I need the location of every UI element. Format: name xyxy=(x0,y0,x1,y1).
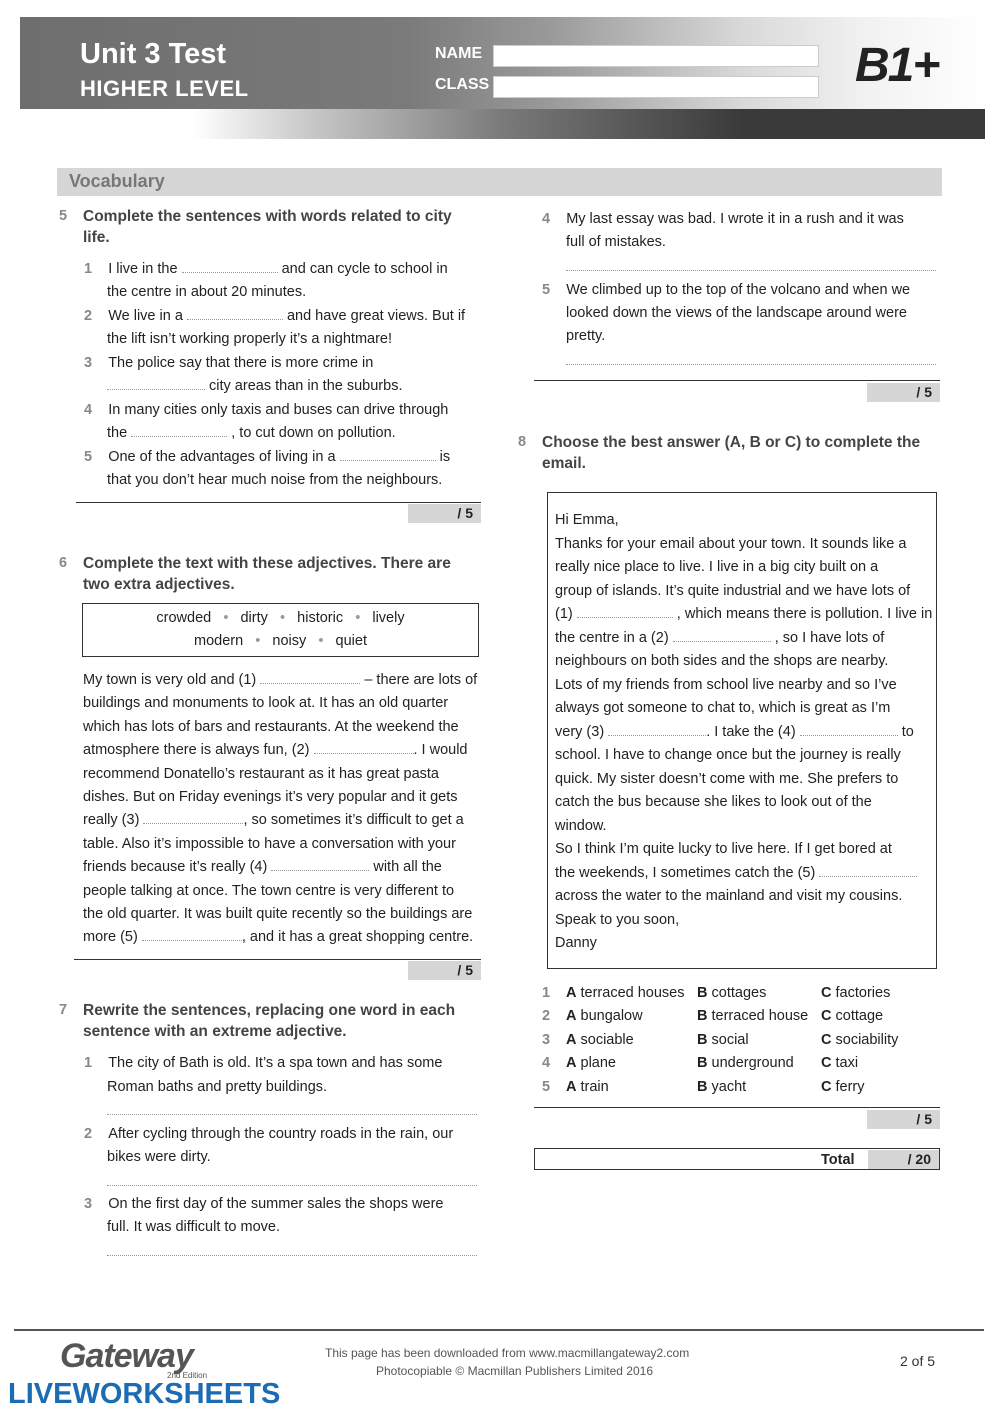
answer-blank[interactable] xyxy=(800,724,898,736)
list-item-cont: city areas than in the suburbs. xyxy=(107,375,402,399)
list-item: 5 One of the advantages of living in a is xyxy=(84,449,451,465)
answer-blank[interactable] xyxy=(608,724,706,736)
divider xyxy=(76,502,481,503)
answer-line[interactable] xyxy=(107,1185,477,1186)
option-b[interactable]: B yacht xyxy=(697,1078,747,1095)
download-note: This page has been downloaded from www.macmillangateway2.com xyxy=(325,1346,690,1360)
divider xyxy=(74,959,481,960)
answer-blank[interactable] xyxy=(143,812,243,824)
answer-blank[interactable] xyxy=(260,672,360,684)
option-a[interactable]: A sociable xyxy=(566,1031,634,1048)
level-badge: B1+ xyxy=(855,39,939,92)
list-item-cont: that you don’t hear much noise from the neighbours. xyxy=(107,472,443,488)
answer-line[interactable] xyxy=(566,270,936,271)
option-b[interactable]: B underground xyxy=(697,1055,794,1072)
option-row: 1 A terraced houses B cottages C factories xyxy=(542,981,898,1005)
watermark: LIVEWORKSHEETS xyxy=(8,1378,281,1410)
answer-blank[interactable] xyxy=(340,449,436,461)
email-text: Hi Emma, Thanks for your email about your town. It sounds like a really nice place to live. I live in a big city built on a group of islands. It’s quite industrial and we have lots of (1) , which means there is pollution. I live in the centre in a (2) , so I have lots of neighbours on both sides and the shops are nearby. Lots of my friends from school live nearby and so I’ve always got someone to chat to, which is great as I’m very (3) . I take the (4) to school. I have to change once but the journey is really quick. My sister doesn’t come with me. She prefers to catch the bus because she likes to look out of the window. So I think I’m quite lucky to live here. If I get bored at the weekends, I sometimes catch the (5) across the water to the mainland and visit my cousins. Speak to you soon, Danny xyxy=(555,512,933,951)
question-number: 7 xyxy=(59,1002,68,1018)
answer-blank[interactable] xyxy=(142,929,242,941)
answer-blank[interactable] xyxy=(673,630,771,642)
copyright-note: Photocopiable © Macmillan Publishers Limited 2016 xyxy=(376,1364,653,1378)
name-label: NAME xyxy=(435,45,483,62)
option-c[interactable]: C factories xyxy=(821,984,891,1001)
email-box xyxy=(547,492,937,969)
score-box: / 5 xyxy=(408,961,481,980)
option-a[interactable]: A bungalow xyxy=(566,1008,643,1025)
list-item: 3 On the first day of the summer sales the shops were xyxy=(84,1196,444,1212)
answer-blank[interactable] xyxy=(819,865,917,877)
option-c[interactable]: C ferry xyxy=(821,1078,865,1095)
list-item: 3 The police say that there is more crime in xyxy=(84,355,374,371)
total-box xyxy=(534,1148,940,1170)
level-label: HIGHER LEVEL xyxy=(80,76,249,101)
score-box: / 5 xyxy=(408,504,481,523)
answer-blank[interactable] xyxy=(182,261,278,273)
question-number: 8 xyxy=(518,434,527,450)
question-instruction: Choose the best answer (A, B or C) to complete the email. xyxy=(542,434,921,472)
footer-divider xyxy=(14,1329,984,1331)
cloze-text: My town is very old and (1) – there are lots of buildings and monuments to look at. It has an old quarter which has lots of bars and restaurants. At the weekend the atmosphere there is always fun, (2) . I would recommend Donatello’s restaurant as it has great pasta dishes. But on Friday evenings it’s very popular and it gets really (3) , so sometimes it’s difficult to get a table. Also it’s impossible to have a conversation with your friends because it’s really (4) with all the people talking at once. The town centre is very different to the old quarter. It was built quite recently so the buildings are more (5) , and it has a great shopping centre. xyxy=(83,672,478,946)
option-a[interactable]: A plane xyxy=(566,1055,616,1072)
list-item-cont: full. It was difficult to move. xyxy=(107,1219,280,1235)
answer-blank[interactable] xyxy=(131,425,227,437)
list-item-cont: the , to cut down on pollution. xyxy=(107,425,396,441)
list-item: 2 After cycling through the country roads in the rain, our xyxy=(84,1126,454,1142)
options-table xyxy=(542,981,898,1099)
list-item: 5 We climbed up to the top of the volcano and when we xyxy=(542,282,911,298)
list-item: 1 The city of Bath is old. It’s a spa town and has some xyxy=(84,1055,443,1071)
option-b[interactable]: B social xyxy=(697,1031,749,1048)
question-instruction: Rewrite the sentences, replacing one word in each sentence with an extreme adjective. xyxy=(83,1002,456,1040)
question-instruction: Complete the sentences with words related to city life. xyxy=(83,208,452,246)
list-item: 4 My last essay was bad. I wrote it in a rush and it was xyxy=(542,211,904,227)
page-number: 2 of 5 xyxy=(900,1353,936,1369)
option-row: 3 A sociable B social C sociability xyxy=(542,1028,898,1052)
word-row: crowded • dirty • historic • lively xyxy=(156,610,405,626)
score-box: / 5 xyxy=(867,1110,940,1129)
list-item-cont: the lift isn’t working properly it’s a nightmare! xyxy=(107,331,393,347)
option-b[interactable]: B cottages xyxy=(697,984,767,1001)
answer-line[interactable] xyxy=(107,1255,477,1256)
list-item-cont: the centre in about 20 minutes. xyxy=(107,284,307,300)
list-item: 2 We live in a and have great views. But if xyxy=(84,308,466,324)
edition-label: 2nd Edition xyxy=(167,1371,208,1380)
word-row: modern • noisy • quiet xyxy=(193,633,367,649)
divider xyxy=(534,1107,940,1108)
answer-line[interactable] xyxy=(107,1114,477,1115)
option-a[interactable]: A train xyxy=(566,1078,609,1095)
option-c[interactable]: C sociability xyxy=(821,1031,899,1048)
section-bar xyxy=(57,168,942,196)
option-c[interactable]: C taxi xyxy=(821,1055,859,1072)
list-item-cont: bikes were dirty. xyxy=(107,1149,211,1165)
question-instruction: Complete the text with these adjectives. There are two extra adjectives. xyxy=(83,555,451,593)
option-row: 5 A train B yacht C ferry xyxy=(542,1075,898,1099)
class-label: CLASS xyxy=(435,76,490,93)
option-row: 2 A bungalow B terraced house C cottage xyxy=(542,1005,898,1029)
option-a[interactable]: A terraced houses xyxy=(566,984,685,1001)
answer-blank[interactable] xyxy=(187,308,283,320)
score-box: / 5 xyxy=(867,383,940,402)
answer-blank[interactable] xyxy=(107,378,205,390)
option-row: 4 A plane B underground C taxi xyxy=(542,1052,898,1076)
answer-line[interactable] xyxy=(566,364,936,365)
list-item-cont: pretty. xyxy=(566,328,606,344)
list-item-cont: full of mistakes. xyxy=(566,234,666,250)
option-c[interactable]: C cottage xyxy=(821,1008,884,1025)
brand-logo: Gateway xyxy=(60,1337,193,1375)
header-gradient-bar xyxy=(20,109,985,139)
list-item-cont: looked down the views of the landscape around were xyxy=(566,305,907,321)
word-box xyxy=(82,603,479,657)
total-label: Total xyxy=(821,1152,855,1168)
list-item: 4 In many cities only taxis and buses can drive through xyxy=(84,402,449,418)
question-number: 5 xyxy=(59,208,68,224)
answer-blank[interactable] xyxy=(577,606,673,618)
answer-blank[interactable] xyxy=(271,859,369,871)
list-item: 1 I live in the and can cycle to school in xyxy=(84,261,448,277)
answer-blank[interactable] xyxy=(314,742,414,754)
option-b[interactable]: B terraced house xyxy=(697,1008,809,1025)
list-item-cont: Roman baths and pretty buildings. xyxy=(107,1079,328,1095)
question-number: 6 xyxy=(59,555,68,571)
section-title: Vocabulary xyxy=(69,171,165,191)
class-field[interactable] xyxy=(493,76,819,98)
total-score: / 20 xyxy=(868,1150,939,1169)
name-field[interactable] xyxy=(493,45,819,67)
page-title: Unit 3 Test xyxy=(80,38,227,70)
divider xyxy=(534,380,940,381)
